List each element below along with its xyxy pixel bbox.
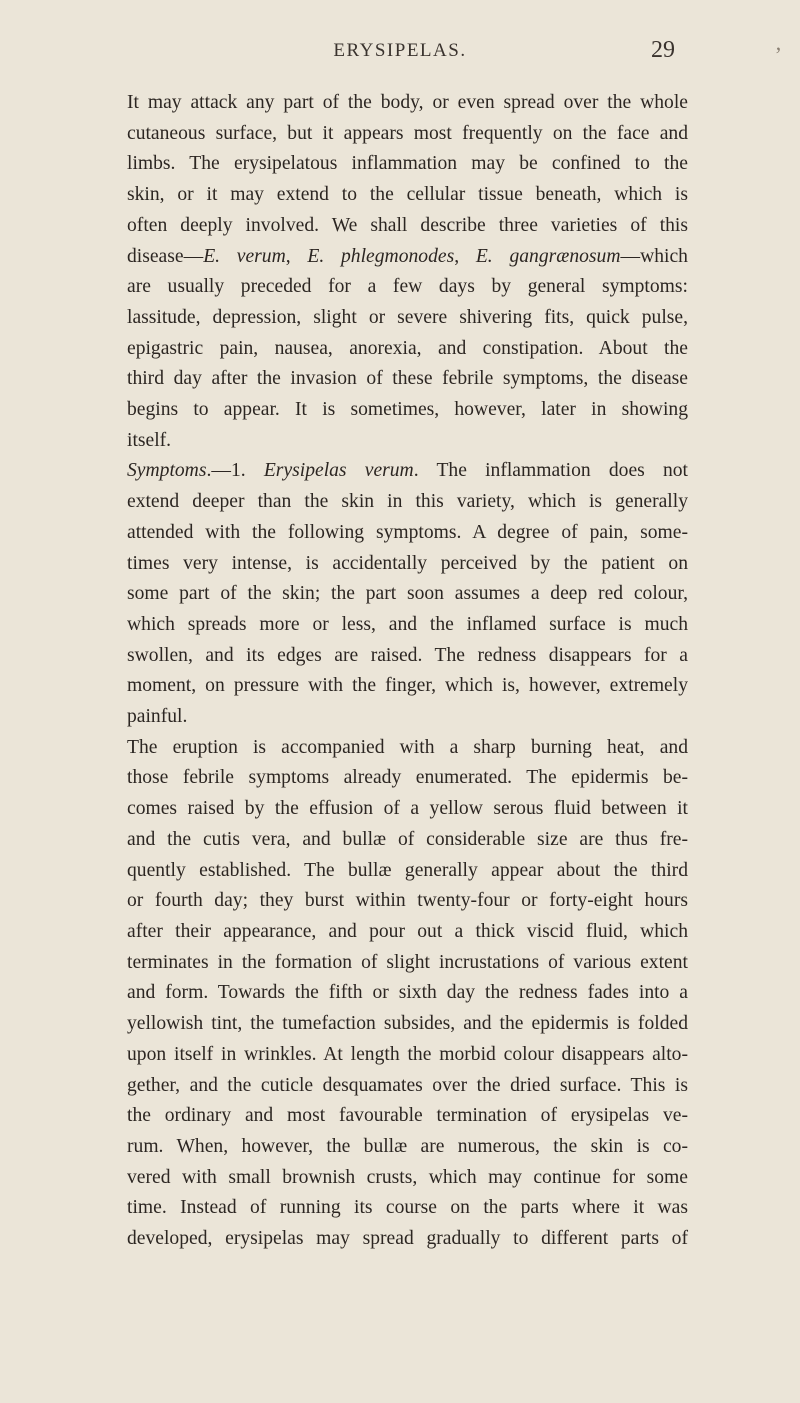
text-line: often deeply involved. We shall describe three varieties of this [127, 214, 688, 236]
text-line: moment, on pressure with the finger, which is, however, extremely [127, 675, 688, 697]
text-line: limbs. The erysipelatous inflammation may be confined to the [127, 153, 688, 175]
variety-name: Erysipelas verum [263, 460, 414, 482]
text-line: or fourth day; they burst within twenty-four or forty-eight hours [127, 890, 688, 912]
running-head: ERYSIPELAS. [333, 40, 467, 61]
page-number: 29 [651, 37, 675, 63]
text-line [127, 242, 688, 273]
text-line: The eruption is accompanied with a sharp burning heat, and [127, 736, 688, 758]
text-line: some part of the skin; the part soon assumes a deep red colour, [127, 583, 688, 605]
text-run: . The inflammation does not [413, 460, 688, 482]
text-line: comes raised by the effusion of a yellow serous fluid between it [127, 798, 688, 820]
text-line: and the cutis vera, and bullæ of considerable size are thus fre- [127, 828, 688, 850]
text-run: —which [620, 245, 688, 267]
text-line: developed, erysipelas may spread gradually to different parts of [127, 1228, 688, 1250]
text-line: cutaneous surface, but it appears most frequently on the face and [127, 122, 688, 144]
text-line: vered with small brownish crusts, which may continue for some [127, 1166, 688, 1188]
text-line: third day after the invasion of these febrile symptoms, the disease [127, 368, 688, 390]
text-line: epigastric pain, nausea, anorexia, and constipation. About the [127, 337, 688, 359]
page-header [0, 37, 800, 76]
text-line [127, 456, 688, 487]
text-line: painful. [127, 706, 188, 728]
text-line: times very intense, is accidentally perceived by the patient on [127, 552, 688, 574]
text-line: itself. [127, 429, 172, 451]
section-heading: Symptoms [127, 460, 207, 482]
text-line: skin, or it may extend to the cellular tissue beneath, which is [127, 184, 688, 206]
corner-mark: ’ [774, 42, 782, 67]
text-line: attended with the following symptoms. A degree of pain, some- [127, 521, 688, 543]
text-line: are usually preceded for a few days by general symptoms: [127, 276, 688, 298]
text-line: swollen, and its edges are raised. The redness disappears for a [127, 644, 688, 666]
text-line: yellowish tint, the tumefaction subsides, and the epidermis is folded [127, 1013, 688, 1035]
paragraph [127, 733, 688, 1255]
text-line: lassitude, depression, slight or severe shivering fits, quick pulse, [127, 306, 688, 328]
text-line: those febrile symptoms already enumerated. The epidermis be- [127, 767, 688, 789]
text-line: gether, and the cuticle desquamates over the dried surface. This is [127, 1074, 688, 1096]
text-line: the ordinary and most favourable termination of erysipelas ve- [127, 1105, 688, 1127]
body-text [127, 88, 688, 1255]
text-run: .—1. [206, 460, 264, 482]
text-line: extend deeper than the skin in this variety, which is generally [127, 491, 688, 513]
text-run: , [454, 245, 476, 267]
text-line: upon itself in wrinkles. At length the morbid colour disappears alto- [127, 1043, 688, 1065]
text-line: quently established. The bullæ generally appear about the third [127, 859, 688, 881]
paragraph [127, 456, 688, 732]
text-line: rum. When, however, the bullæ are numerous, the skin is co- [127, 1135, 688, 1157]
variety-name: E. verum [203, 245, 286, 267]
text-line: which spreads more or less, and the inflamed surface is much [127, 613, 688, 635]
text-line: time. Instead of running its course on the parts where it was [127, 1197, 688, 1219]
variety-name: E. gangrænosum [475, 245, 621, 267]
paragraph [127, 88, 688, 456]
text-run: , [285, 245, 308, 267]
text-line: and form. Towards the fifth or sixth day the redness fades into a [127, 982, 688, 1004]
variety-name: E. phlegmonodes [307, 245, 455, 267]
text-line: after their appearance, and pour out a thick viscid fluid, which [127, 920, 688, 942]
text-run: disease— [127, 245, 204, 267]
text-line: It may attack any part of the body, or even spread over the whole [127, 92, 688, 113]
text-line: terminates in the formation of slight incrustations of various extent [127, 951, 688, 973]
text-line: begins to appear. It is sometimes, however, later in showing [127, 399, 688, 421]
